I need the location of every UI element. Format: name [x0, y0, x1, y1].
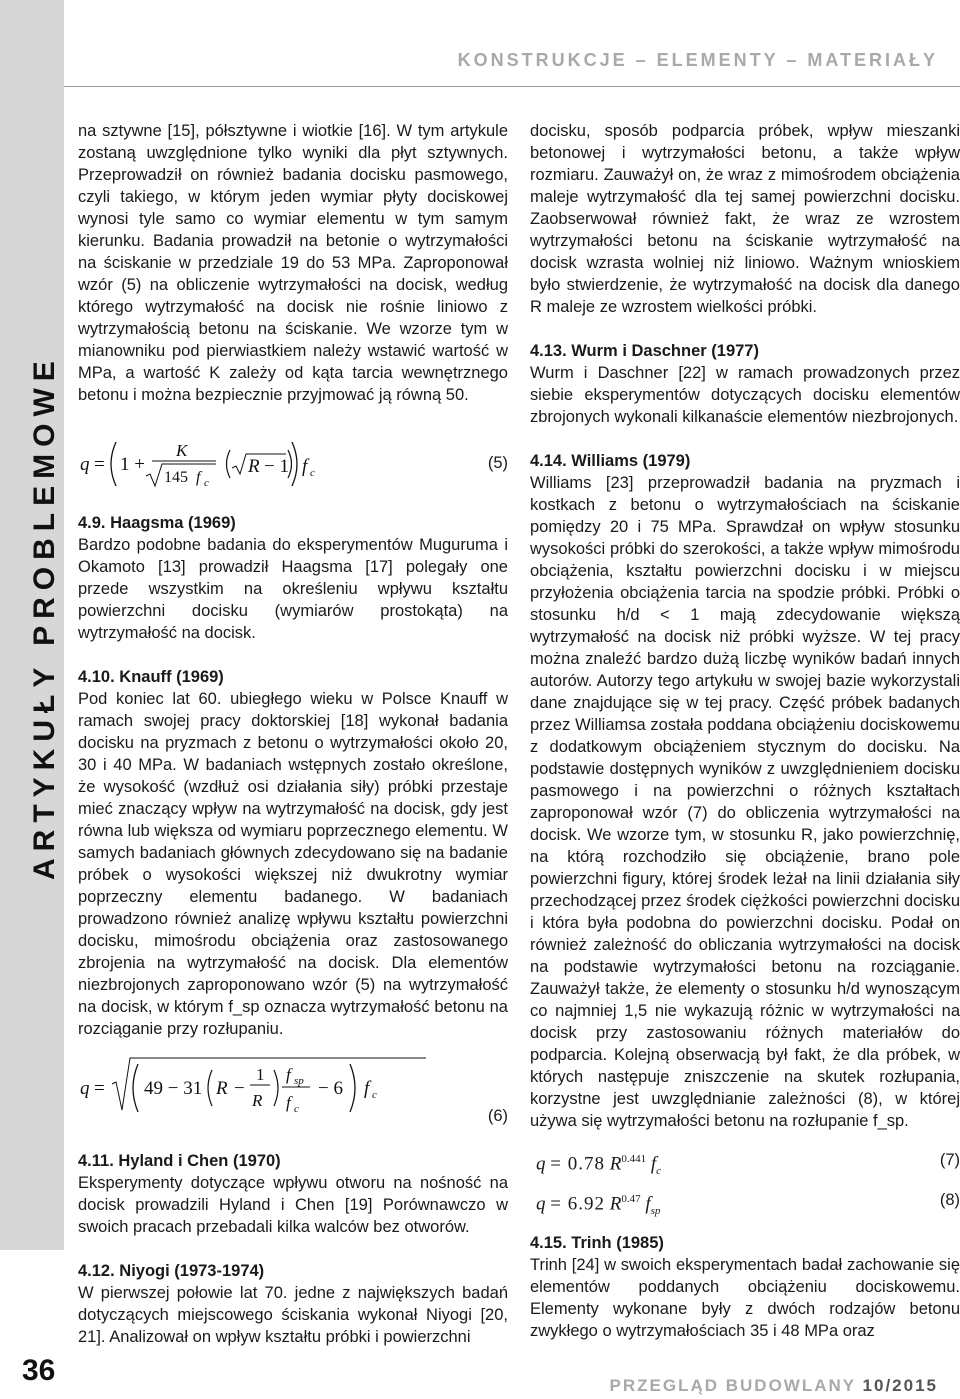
svg-text:c: c: [204, 477, 209, 489]
svg-text:q: q: [80, 1078, 90, 1099]
section-heading: 4.11. Hyland i Chen (1970): [78, 1152, 281, 1170]
paragraph: Wurm i Daschner [22] w ramach prowadzonych przez siebie eksperymentów dotyczących docisku elementów zbrojonych wykonali kilkanaście elementów niezbrojonych.: [530, 364, 960, 426]
equation-5: [78, 428, 508, 498]
svg-text:c: c: [372, 1089, 377, 1101]
side-bar: [0, 0, 64, 1250]
svg-text:−: −: [234, 1078, 245, 1099]
equation-number: (6): [487, 1107, 508, 1125]
equation-8: [530, 1180, 960, 1220]
svg-text:sp: sp: [294, 1075, 304, 1087]
equation-6: [78, 1050, 508, 1142]
equation-7-formula: q = 0.78 $R^{0.441}$ $f_c$: [536, 1153, 661, 1178]
running-head: KONSTRUKCJE – ELEMENTY – MATERIAŁY: [457, 50, 938, 70]
paragraph: na sztywne [15], półsztywne i wiotkie [16]. W tym artykule zostaną uwzględnione tylko wyniki dla płyt sztywnych. Przeprowadził on również badania docisku pasmowego, czyli takiego, w którym jeden wymiar płyty dociskowej wynosi tyle samo co wymiar elementu w tym samym kierunku. Badania prowadził na betonie o wytrzymałości na ściskanie w przedziale 19 do 53 MPa. Zaproponował wzór (5) na obliczenie wytrzymałości na docisk, według którego wytrzymałość na docisk nie rośnie liniowo z wytrzymałością betonu na ściskanie. We wzorze tym w mianowniku pod pierwiastkiem należy wstawić wartość w MPa, a wartość K zależy od kąta tarcia wewnętrznego betonu i można bezpiecznie przyjmować ją równą 50.: [78, 122, 508, 404]
journal-name: PRZEGLĄD BUDOWLANY: [609, 1376, 856, 1395]
footer: [610, 1376, 938, 1396]
section-heading: 4.12. Niyogi (1973-1974): [78, 1262, 265, 1280]
svg-text:R: R: [216, 1078, 228, 1099]
svg-text:1: 1: [256, 1065, 265, 1084]
section-heading: 4.14. Williams (1979): [530, 452, 691, 470]
equation-number: (7): [939, 1151, 960, 1169]
equation-8-formula: q = 6.92 $R^{0.47}$ $f_{sp}$: [536, 1193, 661, 1218]
paragraph: Eksperymenty dotyczące wpływu otworu na nośność na docisk prowadzili Hyland i Chen [19] Porównawczo w swoich pracach przebadali kilka walców bez otworów.: [78, 1174, 508, 1236]
paragraph: Williams [23] przeprowadził badania na pryzmach i kostkach z betonu o wytrzymałościach na ściskanie pomiędzy 20 i 75 MPa. Sprawdzał on wpływ stosunku wysokości próbki do szerokości, a także wpływ mimośrodu obciążenia, kształtu powierzchni docisku i w miejscu przyłożenia obciążenia tarcia na spodzie próbki. Próbki o stosunku h/d < 1 mają zdecydowanie większą wytrzymałość na docisk niż próbki wyższe. W tej pracy można znaleźć bardzo dużą liczbę wyników badań innych autorów. Autorzy tego artykułu w swojej bazie wykorzystali dane znajdujące się w tej pracy. Część próbek badanych przez Williamsa została poddana obciążeniu dociskowemu z dodatkowym obciążeniem stycznym do docisku. Na podstawie dostępnych wyników z uwzględnieniem docisku pasmowego i na powierzchni o różnych kształtach zaproponował wzór (7) do obliczenia wytrzymałości na docisk. We wzorze tym, w stosunku R, jako powierzchnię, na którą rozchodziło się obciążenie, brano pole powierzchni figury, której środek leżał na linii działania siły przechodzącej przez środek ciężkości powierzchni docisku i która była podobna do powierzchni docisku. Podał on również zależność do obliczania wytrzymałości na docisk na podstawie wytrzymałości betonu na rozciąganie. Zauważył także, że elementy o stosunku h/d wynoszącym co najmniej 1,5 nie wykazują różnic w wytrzymałości na docisk przy zastosowaniu różnych materiałów do podparcia. Kolejną obserwacją był fakt, że dla próbek, w których następuje zniszczenie na skutek rozłupania, korzystne jest uwzględnianie zależności (8), w której używa się wytrzymałości betonu na rozłupanie f_sp.: [530, 474, 960, 1130]
equation-number: (5): [487, 454, 508, 472]
header-rule: [64, 86, 960, 87]
svg-text:K: K: [176, 441, 188, 460]
svg-text:49 − 31: 49 − 31: [144, 1078, 203, 1099]
equation-number: (8): [939, 1191, 960, 1209]
paragraph: Bardzo podobne badania do eksperymentów Muguruma i Okamoto [13] prowadził Haagsma [17] polegały one przede wszystkim na określeniu wpływu kształtu powierzchni docisku (wymiarów prostokąta) na wytrzymałość na docisk.: [78, 536, 508, 642]
issue-number: 10/2015: [862, 1376, 938, 1395]
right-column: [530, 120, 960, 1342]
svg-text:− 1: − 1: [264, 456, 289, 477]
page-number: 36: [22, 1354, 56, 1387]
svg-text:f: f: [364, 1078, 370, 1099]
section-heading: 4.13. Wurm i Daschner (1977): [530, 342, 759, 360]
equation-6-formula: [78, 1050, 438, 1142]
svg-text:=: =: [94, 1078, 105, 1099]
paragraph: W pierwszej połowie lat 70. jedne z największych badań dotyczących miejscowego ściskania wykonał Niyogi [20, 21]. Analizował on wpływ kształtu próbki i powierzchni: [78, 1284, 508, 1346]
paragraph: docisku, sposób podparcia próbek, wpływ mieszanki betonowej i wytrzymałości betonu, a także wpływ rozmiaru. Zauważył on, że wraz z mimośrodem obciążenia maleje wytrzymałość dla tej samej powierzchni docisku. Zaobserwował również fakt, że wraz ze wzrostem wytrzymałości betonu na ściskanie wytrzymałość na docisk wzrasta wolniej niż liniowo. Ważnym wnioskiem było stwierdzenie, że wytrzymałość na docisk dla danego R maleje ze wzrostem wielkości próbki.: [530, 122, 960, 316]
svg-text:q: q: [80, 454, 90, 475]
section-label: ARTYKUŁY PROBLEMOWE: [28, 354, 61, 880]
svg-text:f: f: [302, 456, 308, 477]
svg-text:c: c: [294, 1103, 299, 1115]
svg-text:f: f: [286, 1065, 291, 1084]
svg-text:− 6: − 6: [318, 1078, 343, 1099]
section-heading: 4.15. Trinh (1985): [530, 1234, 664, 1252]
svg-text:R: R: [248, 456, 260, 477]
section-heading: 4.10. Knauff (1969): [78, 668, 224, 686]
svg-text:1 +: 1 +: [120, 454, 145, 475]
svg-text:145: 145: [164, 469, 188, 486]
section-heading: 4.9. Haagsma (1969): [78, 514, 236, 532]
svg-text:f: f: [286, 1093, 291, 1112]
paragraph: Pod koniec lat 60. ubiegłego wieku w Polsce Knauff w ramach swojej pracy doktorskiej [18] wykonał badania docisku na pryzmach z betonu o wytrzymałości około 20, 30 i 40 MPa. W badaniach wstępnych zostało określone, że wysokość (wzdłuż osi działania siły) próbki przestaje mieć znaczący wpływ na wytrzymałość na docisk, gdy jest równa lub większa od wymiaru poprzecznego elementu. W samych badaniach głównych zdecydowano się na badanie próbek o wysokości większej niż dwukrotny wymiar poprzeczny elementu badanego. W badaniach prowadzono również analizę wpływu kształtu powierzchni docisku, mimośrodu obciążenia oraz zastosowanego zbrojenia na wytrzymałość na docisk. Dla elementów niezbrojonych zaproponowano wzór (5) na wytrzymałość na docisk, w którym f_sp oznacza wytrzymałość betonu na rozciąganie przy rozłupaniu.: [78, 690, 508, 1038]
equation-5-formula: [78, 428, 438, 498]
left-column: [78, 120, 508, 1348]
paragraph: Trinh [24] w swoich eksperymentach badał zachowanie się elementów poddanych obciążeniu dociskowemu. Elementy wykonane były z dwóch rodzajów betonu zwykłego o wytrzymałościach 35 i 48 MPa oraz: [530, 1256, 960, 1340]
svg-text:R: R: [252, 1091, 263, 1110]
svg-text:f: f: [196, 469, 201, 486]
equation-7: [530, 1140, 960, 1180]
svg-text:c: c: [310, 467, 315, 479]
svg-text:=: =: [94, 454, 105, 475]
